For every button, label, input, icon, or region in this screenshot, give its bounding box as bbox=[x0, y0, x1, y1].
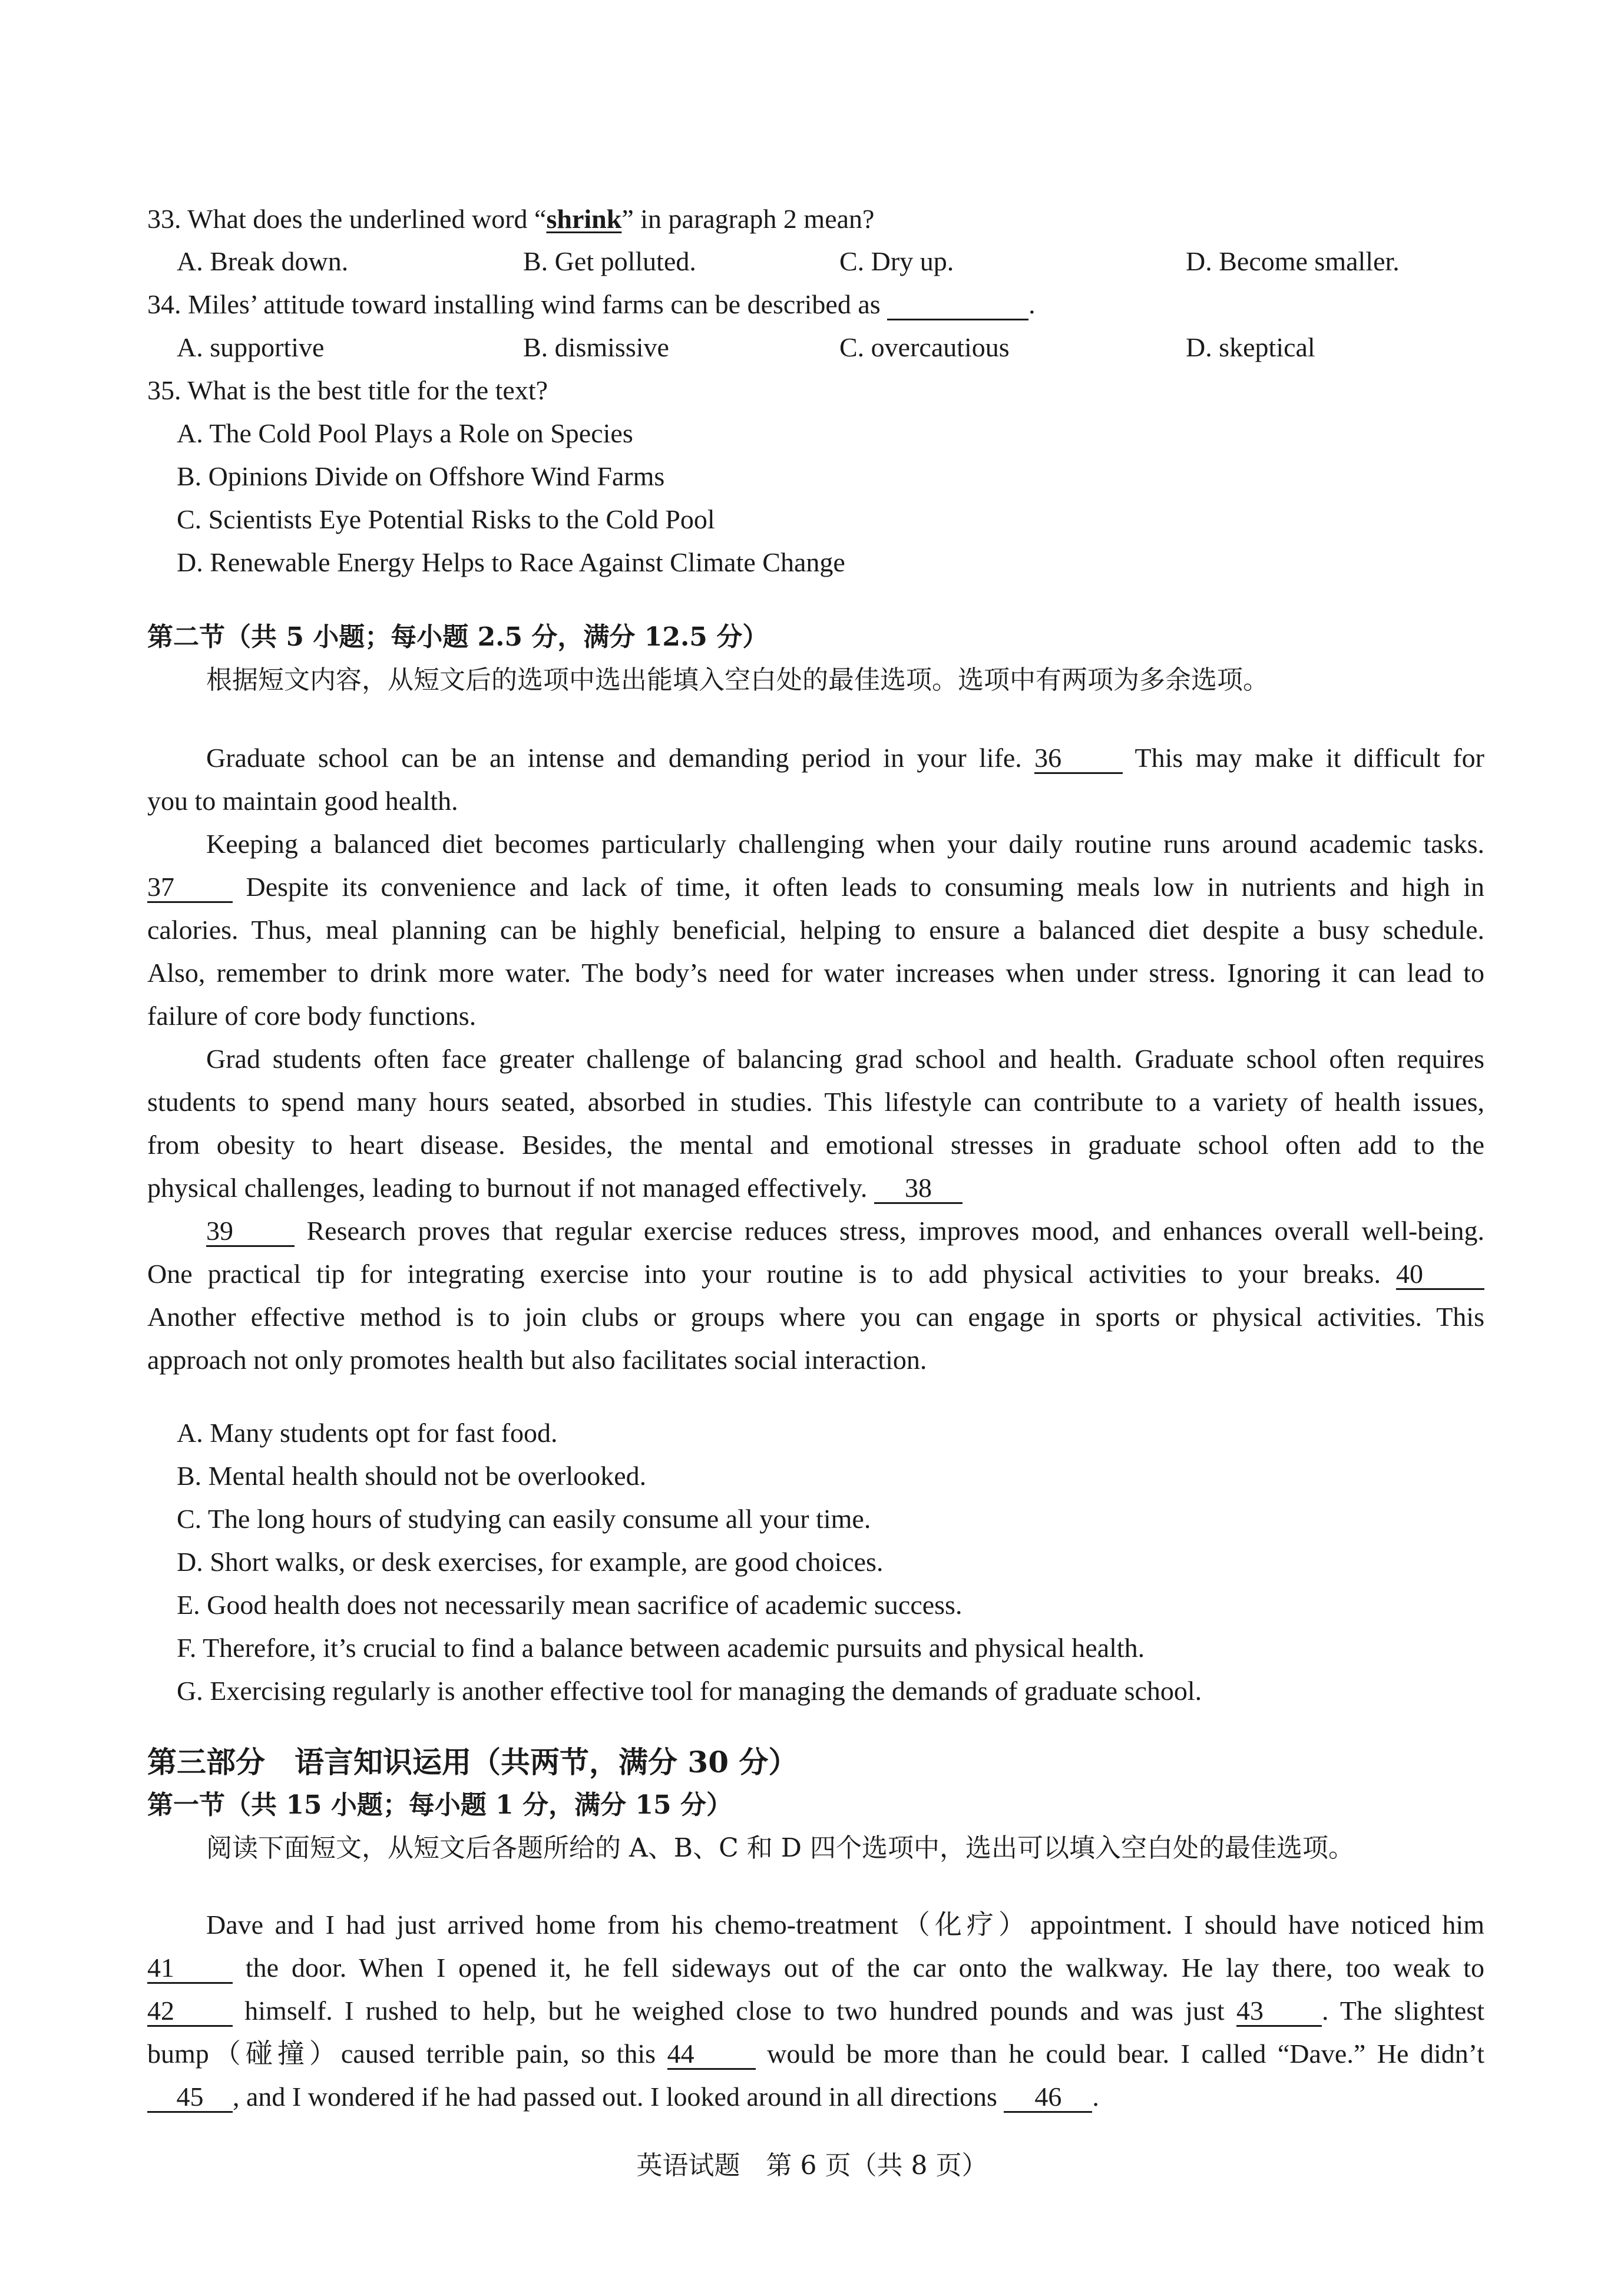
passage2-line-14: Another effective method is to join clubs or groups where you can engage in sports or physical activities. This bbox=[147, 1302, 1484, 1332]
part3-instruction: 阅读下面短文，从短文后各题所给的 A、B、C 和 D 四个选项中，选出可以填入空白处的最佳选项。 bbox=[206, 1833, 1354, 1863]
passage3-text: . bbox=[1092, 2082, 1099, 2112]
passage2-line-13 bbox=[147, 1256, 1484, 1292]
passage2-text: Graduate school can be an intense and demanding period in your life. bbox=[206, 743, 1022, 773]
passage3-text: himself. I rushed to help, but he weighed close to two hundred pounds and was just bbox=[244, 1996, 1225, 2026]
section2-heading: 第二节（共 5 小题；每小题 2.5 分，满分 12.5 分） bbox=[147, 622, 769, 652]
passage3-line-4 bbox=[147, 2036, 1484, 2072]
blank-42: 42 bbox=[147, 1997, 233, 2027]
option2-b: B. Mental health should not be overlooked. bbox=[177, 1461, 647, 1491]
passage2-line-9: students to spend many hours seated, absorbed in studies. This lifestyle can contribute to a variety of health issues, bbox=[147, 1087, 1484, 1117]
passage2-text: Despite its convenience and lack of time, it often leads to consuming meals low in nutrients and high in bbox=[246, 872, 1485, 902]
option2-a: A. Many students opt for fast food. bbox=[177, 1418, 558, 1448]
passage3-line-1: Dave and I had just arrived home from his chemo-treatment（化疗）appointment. I should have noticed him bbox=[206, 1910, 1484, 1940]
page-footer: 英语试题 第 6 页（共 8 页） bbox=[636, 2151, 988, 2181]
passage3-text: , and I wondered if he had passed out. I looked around in all directions bbox=[233, 2082, 997, 2112]
passage2-line-8: Grad students often face greater challenge of balancing grad school and health. Graduate school often requires bbox=[206, 1044, 1484, 1074]
passage2-line-4 bbox=[147, 869, 1484, 905]
blank-45: 45 bbox=[147, 2083, 233, 2113]
q33-option-c: C. Dry up. bbox=[839, 246, 954, 276]
q33-option-d: D. Become smaller. bbox=[1186, 246, 1400, 276]
passage2-line-10: from obesity to heart disease. Besides, the mental and emotional stresses in graduate school often add to the bbox=[147, 1130, 1484, 1160]
blank-46: 46 bbox=[1004, 2083, 1092, 2113]
q33-stem bbox=[147, 201, 874, 237]
passage2-text: physical challenges, leading to burnout if not managed effectively. bbox=[147, 1173, 868, 1203]
q33-stem-post: ” in paragraph 2 mean? bbox=[621, 204, 875, 234]
q35-option-d: D. Renewable Energy Helps to Race Against Climate Change bbox=[177, 547, 845, 577]
blank-44: 44 bbox=[667, 2040, 756, 2070]
passage3-line-2 bbox=[147, 1950, 1484, 1986]
q34-stem bbox=[147, 287, 1036, 322]
blank-41: 41 bbox=[147, 1954, 233, 1984]
blank-37: 37 bbox=[147, 873, 233, 903]
blank-39: 39 bbox=[206, 1217, 295, 1247]
q34-stem-end: . bbox=[1028, 289, 1036, 319]
passage2-text: This may make it difficult for bbox=[1135, 743, 1485, 773]
option2-f: F. Therefore, it’s crucial to find a balance between academic pursuits and physical health. bbox=[177, 1633, 1145, 1663]
q33-option-b: B. Get polluted. bbox=[523, 246, 696, 276]
passage2-text: One practical tip for integrating exercise into your routine is to add physical activities to your breaks. bbox=[147, 1259, 1381, 1289]
passage2-line-5: calories. Thus, meal planning can be highly beneficial, helping to ensure a balanced diet despite a busy schedule. bbox=[147, 915, 1484, 945]
passage3-text: the door. When I opened it, he fell sideways out of the car onto the walkway. He lay there, too weak to bbox=[245, 1953, 1485, 1983]
passage3-text: would be more than he could bear. I called “Dave.” He didn’t bbox=[767, 2039, 1484, 2069]
q33-stem-pre: 33. What does the underlined word “ bbox=[147, 204, 547, 234]
blank-36: 36 bbox=[1034, 744, 1123, 774]
blank-38: 38 bbox=[874, 1174, 963, 1204]
passage2-line-7: failure of core body functions. bbox=[147, 1001, 477, 1031]
passage2-text: Research proves that regular exercise reduces stress, improves mood, and enhances overall well-being. bbox=[306, 1216, 1485, 1246]
q33-underlined-word: shrink bbox=[546, 204, 622, 234]
passage2-line-3: Keeping a balanced diet becomes particularly challenging when your daily routine runs around academic tasks. bbox=[206, 829, 1484, 859]
option2-c: C. The long hours of studying can easily consume all your time. bbox=[177, 1504, 871, 1534]
passage3-line-5 bbox=[147, 2079, 1099, 2115]
passage2-line-6: Also, remember to drink more water. The body’s need for water increases when under stress. Ignoring it can lead to bbox=[147, 958, 1484, 988]
passage2-line-15: approach not only promotes health but also facilitates social interaction. bbox=[147, 1345, 927, 1375]
option2-g: G. Exercising regularly is another effective tool for managing the demands of graduate school. bbox=[177, 1676, 1202, 1706]
section2-instruction: 根据短文内容，从短文后的选项中选出能填入空白处的最佳选项。选项中有两项为多余选项。 bbox=[206, 665, 1269, 695]
q34-option-b: B. dismissive bbox=[523, 332, 669, 362]
passage2-line-2: you to maintain good health. bbox=[147, 786, 458, 816]
q35-stem: 35. What is the best title for the text? bbox=[147, 375, 548, 405]
q34-stem-text: 34. Miles’ attitude toward installing wind farms can be described as bbox=[147, 289, 881, 319]
passage3-text: . The slightest bbox=[1321, 1996, 1485, 2026]
q35-option-b: B. Opinions Divide on Offshore Wind Farms bbox=[177, 461, 665, 491]
passage2-line-12 bbox=[206, 1213, 1484, 1249]
q34-option-a: A. supportive bbox=[177, 332, 325, 362]
q34-option-d: D. skeptical bbox=[1186, 332, 1315, 362]
blank-40: 40 bbox=[1396, 1260, 1484, 1290]
option2-e: E. Good health does not necessarily mean sacrifice of academic success. bbox=[177, 1590, 963, 1620]
option2-d: D. Short walks, or desk exercises, for example, are good choices. bbox=[177, 1547, 884, 1577]
q34-blank bbox=[887, 290, 1028, 320]
q35-option-a: A. The Cold Pool Plays a Role on Species bbox=[177, 418, 633, 448]
part3-heading: 第三部分 语言知识运用（共两节，满分 30 分） bbox=[147, 1745, 798, 1779]
passage2-line-1 bbox=[206, 740, 1484, 776]
passage2-line-11 bbox=[147, 1170, 963, 1206]
passage3-text: bump（碰撞）caused terrible pain, so this bbox=[147, 2039, 656, 2069]
q33-option-a: A. Break down. bbox=[177, 246, 349, 276]
part3-subheading: 第一节（共 15 小题；每小题 1 分，满分 15 分） bbox=[147, 1790, 732, 1820]
passage3-line-3 bbox=[147, 1993, 1484, 2029]
q34-option-c: C. overcautious bbox=[839, 332, 1010, 362]
q35-option-c: C. Scientists Eye Potential Risks to the Cold Pool bbox=[177, 504, 715, 534]
blank-43: 43 bbox=[1236, 1997, 1322, 2027]
